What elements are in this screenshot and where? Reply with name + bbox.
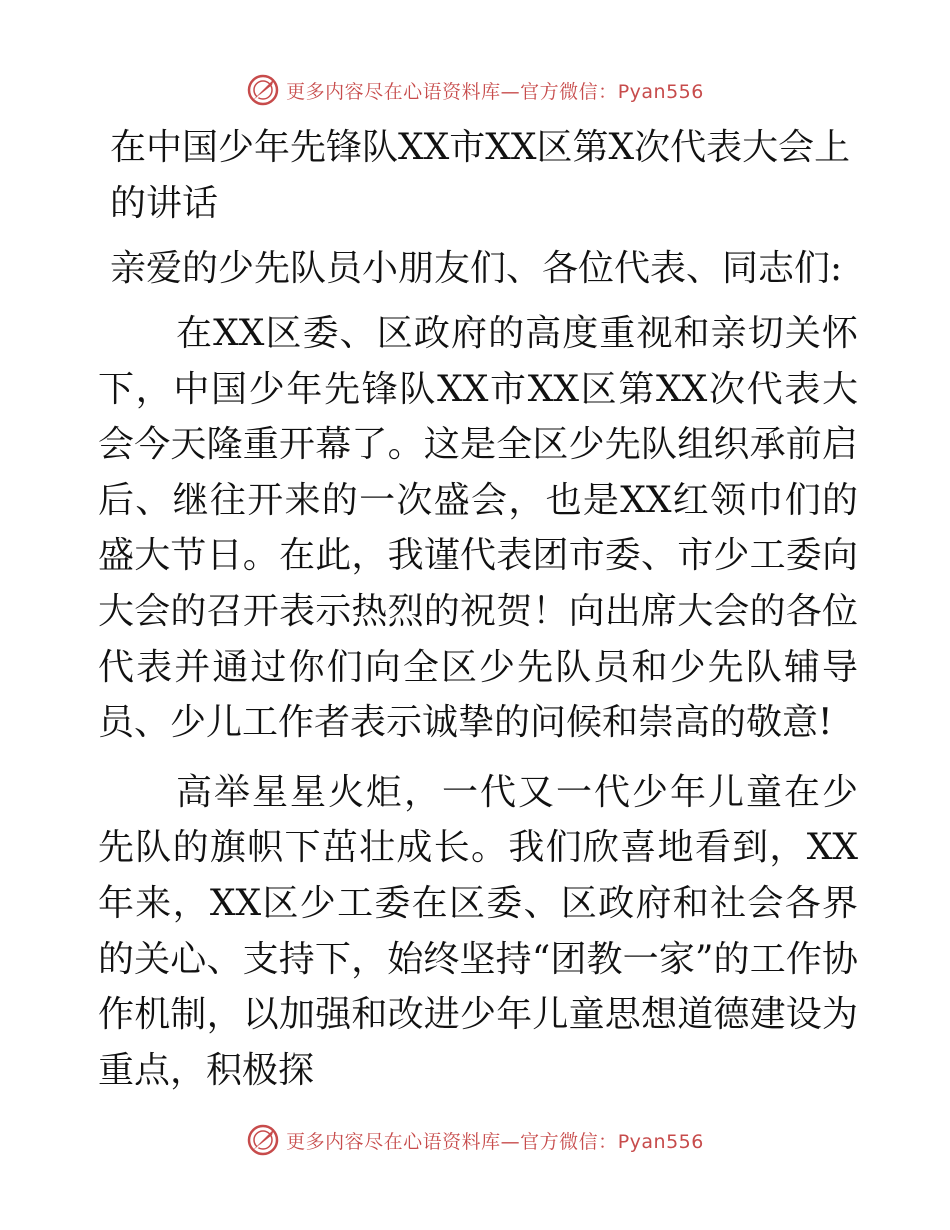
- salutation: 亲爱的少先队员小朋友们、各位代表、同志们:: [110, 248, 843, 289]
- watermark-footer: [0, 1120, 950, 1160]
- quill-logo-icon: [246, 1123, 280, 1157]
- quill-logo-icon: [246, 73, 280, 107]
- watermark-text: 更多内容尽在心语资料库—官方微信：Pyan556: [286, 1130, 704, 1153]
- paragraph-1: 在XX区委、区政府的高度重视和亲切关怀下，中国少年先锋队XX市XX区第XX次代表大会今天隆重开幕了。这是全区少先队组织承前启后、继往开来的一次盛会，也是XX红领巾们的盛大节日。在此，我谨代表团市委、市少工委向大会的召开表示热烈的祝贺！向出席大会的各位代表并通过你们向全区少先队员和少先队辅导员、少儿工作者表示诚挚的问候和崇高的敬意!: [98, 313, 858, 744]
- document-body: [98, 120, 858, 1112]
- paragraph-2: 高举星星火炬，一代又一代少年儿童在少先队的旗帜下茁壮成长。我们欣喜地看到，XX年来，XX区少工委在区委、区政府和社会各界的关心、支持下，始终坚持“团教一家”的工作协作机制，以加强和改进少年儿童思想道德建设为重点，积极探: [98, 771, 858, 1091]
- document-title: 在中国少年先锋队XX市XX区第X次代表大会上的讲话: [110, 127, 851, 224]
- watermark-header: [0, 70, 950, 110]
- watermark-text: 更多内容尽在心语资料库—官方微信：Pyan556: [286, 80, 704, 103]
